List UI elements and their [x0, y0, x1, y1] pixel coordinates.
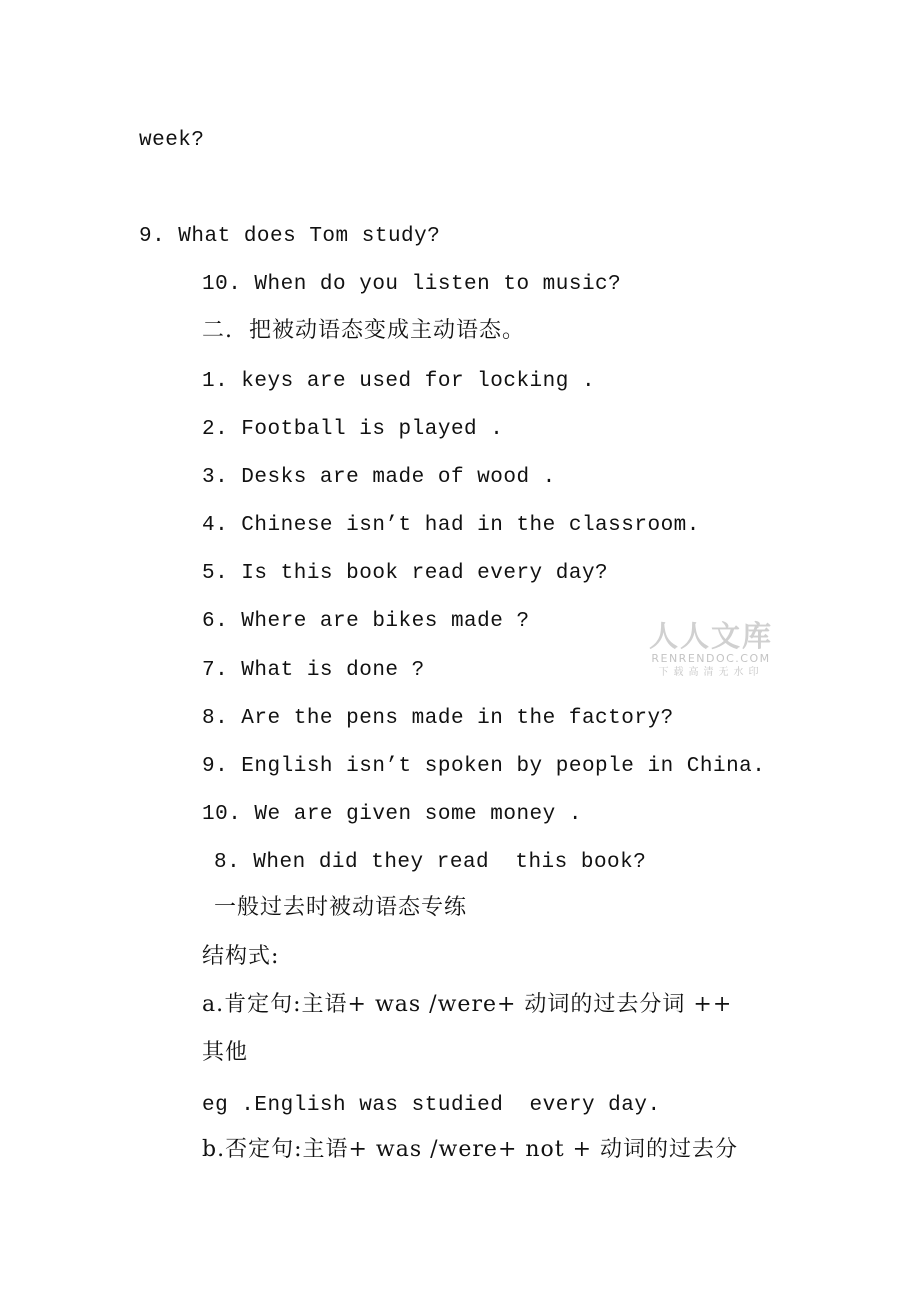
exercise-8-past: 8. When did they read this book? — [214, 851, 647, 874]
exercise-3: 3. Desks are made of wood . — [202, 466, 556, 489]
affirmative-structure: a.肯定句:主语+ was /were+ 动词的过去分词 ++ — [202, 992, 733, 1017]
exercise-9: 9. English isn’t spoken by people in China. — [202, 755, 766, 778]
exercise-4: 4. Chinese isn’t had in the classroom. — [202, 514, 700, 537]
structure-label: 结构式: — [202, 944, 280, 969]
watermark-subtitle: 下载高清无水印 — [658, 667, 764, 678]
exercise-7: 7. What is done ? — [202, 659, 425, 682]
example-sentence: eg .English was studied every day. — [202, 1094, 661, 1117]
exercise-2: 2. Football is played . — [202, 418, 504, 441]
section-title-past-passive: 一般过去时被动语态专练 — [214, 895, 468, 920]
watermark-title: 人人文库 — [648, 619, 773, 653]
question-10: 10. When do you listen to music? — [202, 273, 622, 296]
exercise-1: 1. keys are used for locking . — [202, 370, 596, 393]
text-line-week: week? — [139, 129, 205, 152]
watermark-logo — [646, 620, 776, 680]
exercise-5: 5. Is this book read every day? — [202, 562, 609, 585]
exercise-10: 10. We are given some money . — [202, 803, 582, 826]
exercise-6: 6. Where are bikes made ? — [202, 610, 530, 633]
exercise-8: 8. Are the pens made in the factory? — [202, 707, 674, 730]
question-9: 9. What does Tom study? — [139, 225, 441, 248]
negative-structure: b.否定句:主语+ was /were+ not + 动词的过去分 — [202, 1137, 739, 1162]
section-heading-2: 二. 把被动语态变成主动语态。 — [202, 318, 525, 343]
watermark-domain: RENRENDOC.COM — [651, 652, 771, 665]
affirmative-structure-cont: 其他 — [202, 1040, 249, 1065]
